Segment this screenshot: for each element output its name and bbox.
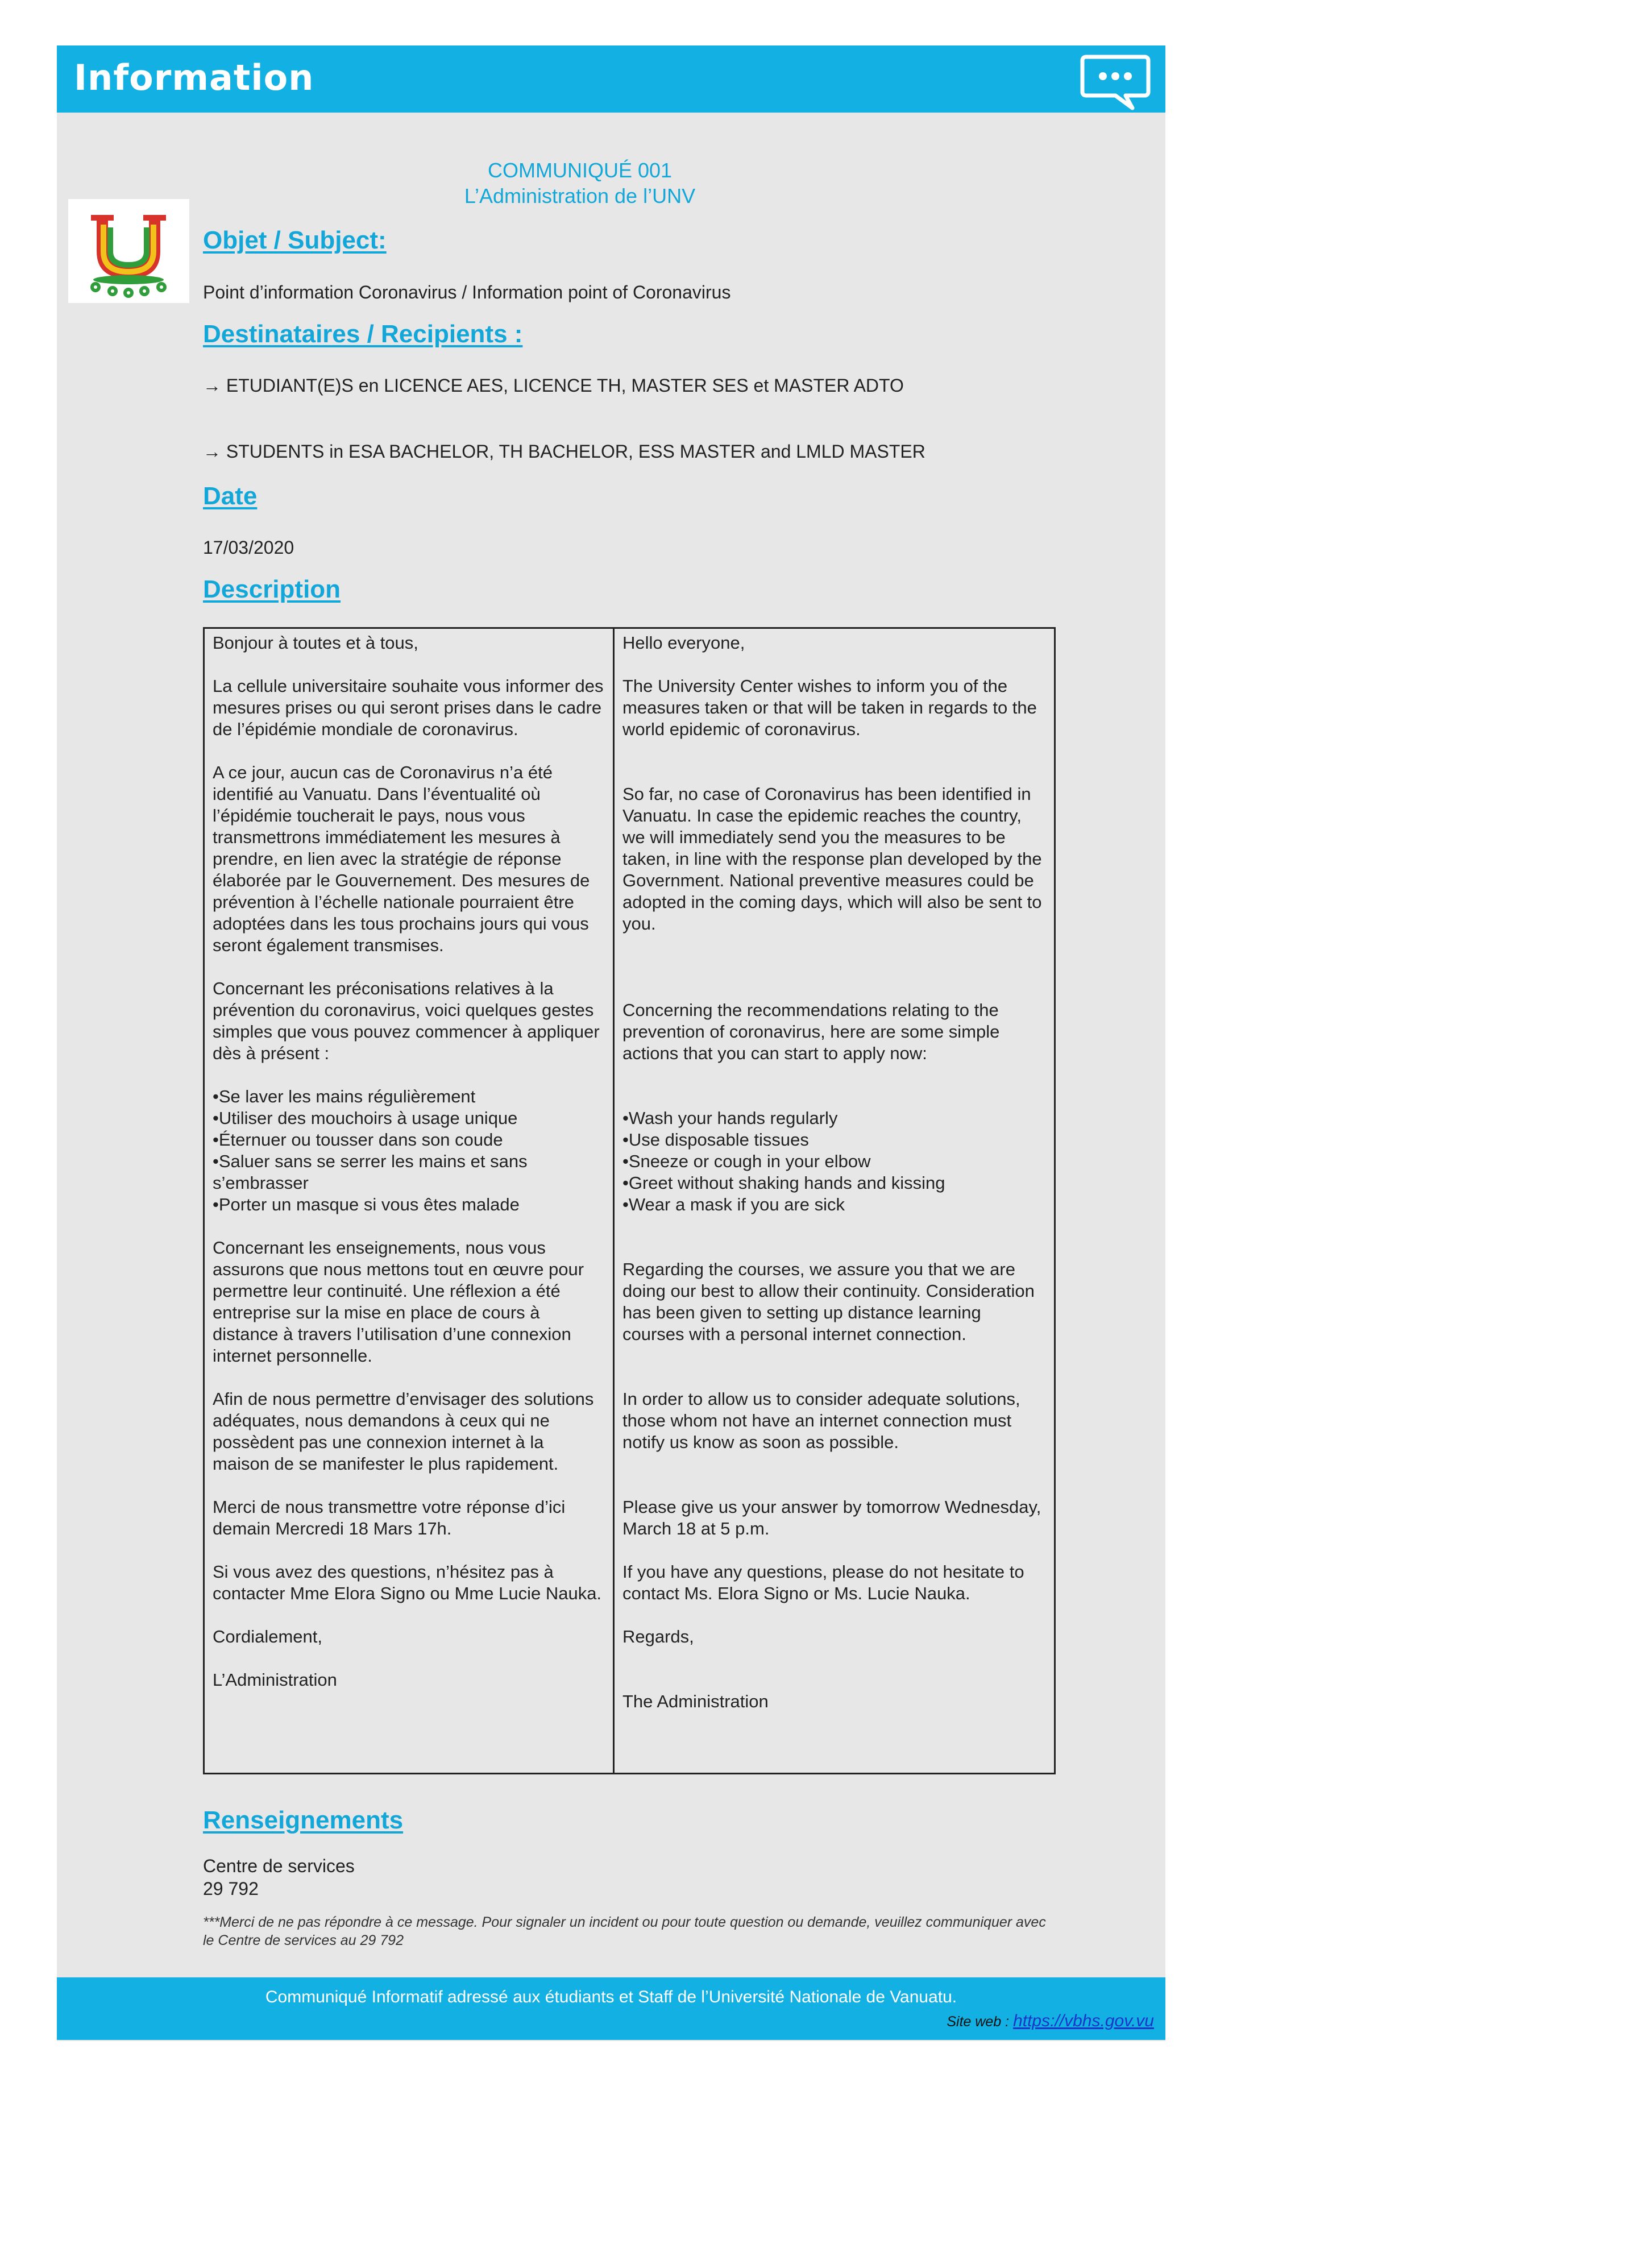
date-heading: Date — [203, 482, 258, 510]
en-paragraph-2: So far, no case of Coronavirus has been identified in Vanuatu. In case the epidemic reaches the country, we will immediately send you the measures to be taken, in line with the response plan developed by the Government. National preventive measures could be adopted in the coming days, which will also be sent to you. — [622, 784, 1042, 934]
en-bullet-item: • Use disposable tissues — [622, 1129, 1046, 1151]
communique-number: COMMUNIQUÉ 001 — [487, 159, 673, 182]
en-paragraph-4: Regarding the courses, we assure you that we are doing our best to allow their continuity. Consideration has been given to setting up distance learning courses with a personal internet connection. — [622, 1259, 1035, 1344]
fr-bullet-list — [213, 1086, 605, 1216]
university-logo-icon — [68, 199, 189, 303]
description-column-fr — [205, 629, 615, 1773]
university-logo — [68, 199, 189, 303]
footer-bar — [57, 1977, 1165, 2040]
fr-paragraph-2: A ce jour, aucun cas de Coronavirus n’a été identifié au Vanuatu. Dans l’éventualité où l’épidémie toucherait le pays, nous vous transmettrons immédiatement les mesures à prendre, en lien avec la stratégie de réponse élaborée par le Gouvernement. Des mesures de prévention à l’échelle nationale pourraient être adoptées dans les tous prochains jours qui vous seront également transmises. — [213, 762, 590, 955]
fr-paragraph-3: Concernant les préconisations relatives à la prévention du coronavirus, voici quelques gestes simples que vous pouvez commencer à appliquer dès à présent : — [213, 978, 600, 1063]
en-bullet-list — [622, 1108, 1046, 1216]
fr-paragraph-4: Concernant les enseignements, nous vous assurons que nous mettons tout en œuvre pour permettre leur continuité. Une réflexion a été entreprise sur la mise en place de cours à distance à travers l’utilisation d’une connexion internet personnelle. — [213, 1238, 584, 1366]
recipients-heading: Destinataires / Recipients : — [203, 320, 523, 348]
communique-issuer: L’Administration de l’UNV — [464, 184, 696, 208]
en-signature: The Administration — [622, 1691, 769, 1711]
subject-text: Point d’information Coronavirus / Information point of Coronavirus — [203, 282, 731, 302]
en-closing: Regards, — [622, 1627, 694, 1646]
fr-paragraph-7: Si vous avez des questions, n’hésitez pas à contacter Mme Elora Signo ou Mme Lucie Nauka. — [213, 1562, 602, 1603]
fr-bullet-item: • Éternuer ou tousser dans son coude — [213, 1129, 605, 1151]
fr-paragraph-5: Afin de nous permettre d’envisager des solutions adéquates, nous demandons à ceux qui ne possèdent pas une connexion internet à la maison de se manifester le plus rapidement. — [213, 1389, 594, 1474]
footer-site-label: Site web : — [947, 2014, 1010, 2030]
chat-bubble-icon — [1080, 52, 1151, 111]
en-paragraph-3: Concerning the recommendations relating to the prevention of coronavirus, here are some simple actions that you can start to apply now: — [622, 1000, 1000, 1063]
info-note: ***Merci de ne pas répondre à ce message. Pour signaler un incident ou pour toute question ou demande, veuillez communiquer avec le Centre de services au 29 792 — [203, 1914, 1046, 1948]
fr-bullet-item: • Porter un masque si vous êtes malade — [213, 1194, 605, 1216]
en-bullet-item: • Wash your hands regularly — [622, 1108, 1046, 1129]
footer-text: Communiqué Informatif adressé aux étudiants et Staff de l’Université Nationale de Vanuatu. — [265, 1988, 957, 2006]
fr-bullet-item: • Saluer sans se serrer les mains et sans s’embrasser — [213, 1151, 605, 1194]
header-title: Information — [74, 57, 314, 98]
subject-heading: Objet / Subject: — [203, 226, 387, 254]
fr-signature: L’Administration — [213, 1670, 337, 1690]
en-paragraph-7: If you have any questions, please do not hesitate to contact Ms. Elora Signo or Ms. Lucie Nauka. — [622, 1562, 1024, 1603]
header-bar — [57, 45, 1165, 113]
en-paragraph-1: The University Center wishes to inform you of the measures taken or that will be taken in regards to the world epidemic of coronavirus. — [622, 676, 1037, 739]
en-paragraph-6: Please give us your answer by tomorrow Wednesday, March 18 at 5 p.m. — [622, 1497, 1041, 1538]
fr-bullet-item: • Se laver les mains régulièrement — [213, 1086, 605, 1108]
info-service: Centre de services — [203, 1856, 355, 1876]
fr-paragraph-6: Merci de nous transmettre votre réponse d’ici demain Mercredi 18 Mars 17h. — [213, 1497, 566, 1538]
fr-closing: Cordialement, — [213, 1627, 322, 1646]
en-bullet-item: • Sneeze or cough in your elbow — [622, 1151, 1046, 1172]
description-heading: Description — [203, 575, 341, 603]
en-bullet-item: • Wear a mask if you are sick — [622, 1194, 1046, 1216]
recipients-line-fr: → ETUDIANT(E)S en LICENCE AES, LICENCE TH, MASTER SES et MASTER ADTO — [203, 375, 904, 396]
en-paragraph-5: In order to allow us to consider adequate solutions, those whom not have an internet connection must notify us know as soon as possible. — [622, 1389, 1020, 1452]
footer-site-link[interactable]: https://vbhs.gov.vu — [1013, 2011, 1154, 2030]
fr-greeting: Bonjour à toutes et à tous, — [213, 633, 418, 653]
en-greeting: Hello everyone, — [622, 633, 745, 653]
date-value: 17/03/2020 — [203, 537, 294, 558]
recipients-line-en: → STUDENTS in ESA BACHELOR, TH BACHELOR, ESS MASTER and LMLD MASTER — [203, 441, 925, 462]
en-bullet-item: • Greet without shaking hands and kissing — [622, 1172, 1046, 1194]
fr-bullet-item: • Utiliser des mouchoirs à usage unique — [213, 1108, 605, 1129]
footer-website — [947, 2011, 1154, 2031]
description-column-en — [615, 629, 1054, 1773]
description-table — [203, 627, 1056, 1774]
fr-paragraph-1: La cellule universitaire souhaite vous informer des mesures prises ou qui seront prises dans le cadre de l’épidémie mondiale de coronavirus. — [213, 676, 604, 739]
info-heading: Renseignements — [203, 1806, 404, 1834]
info-phone: 29 792 — [203, 1878, 259, 1899]
